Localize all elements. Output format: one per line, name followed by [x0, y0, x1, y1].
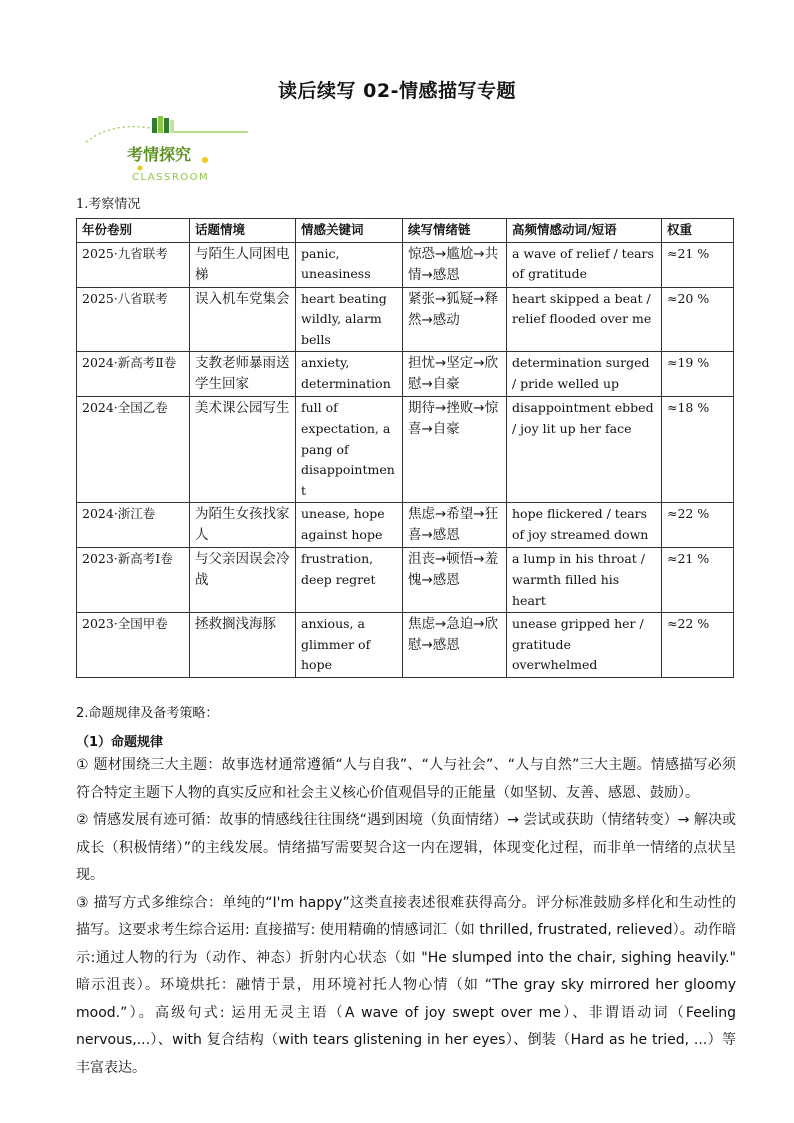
table-cell: heart skipped a beat / relief flooded over me [507, 287, 662, 352]
table-cell: 2023·全国甲卷 [77, 613, 190, 678]
table-cell: 与陌生人同困电梯 [190, 242, 296, 287]
table-cell: ≈21 % [662, 242, 734, 287]
table-cell: ≈18 % [662, 397, 734, 503]
rule-paragraph-1: ① 题材围绕三大主题：故事选材通常遵循“人与自我”、“人与社会”、“人与自然”三大主题。情感描写必须符合特定主题下人物的真实反应和社会主义核心价值观倡导的正能量（如坚韧、友善、感恩、鼓励）。 [76, 757, 736, 801]
header-cell: 续写情绪链 [403, 219, 507, 243]
table-cell: 拯救搁浅海豚 [190, 613, 296, 678]
rule-paragraph-3: ③ 描写方式多维综合：单纯的“I'm happy”这类直接表述很难获得高分。评分标准鼓励多样化和生动性的描写。这要求考生综合运用: 直接描写: 使用精确的情感词汇（如 thrilled, frustrated, relieved）。动作暗示:通过人物的行为（动作、神态）折射内心状态（如 "He slumped into the chair, sighing heavily." 暗示沮丧）。环境烘托：融情于景，用环境衬托人物心情（如 “The gray sky mirrored her gloomy mood.”）。高级句式: 运用无灵主语（A wave of joy swept over me）、非谓语动词（Feeling nervous,...）、with 复合结构（with tears glistening in her eyes）、倒装（Hard as he tried, ...）等丰富表达。 [76, 894, 736, 1076]
strategy-section [76, 702, 736, 1082]
logo-subtext: CLASSROOM [132, 172, 210, 183]
table-cell: 焦虑→急迫→欣慰→感恩 [403, 613, 507, 678]
table-cell: unease gripped her / gratitude overwhelmed [507, 613, 662, 678]
section-label: 1.考察情况 [76, 197, 141, 212]
table-cell: 紧张→狐疑→释然→感动 [403, 287, 507, 352]
table-cell: anxious, a glimmer of hope [296, 613, 403, 678]
table-cell: a lump in his throat / warmth filled his heart [507, 548, 662, 613]
table-header-row [77, 219, 734, 243]
table-cell: 期待→挫败→惊喜→自豪 [403, 397, 507, 503]
table-cell: anxiety, determination [296, 352, 403, 397]
table-cell: 2024·新高考Ⅱ卷 [77, 352, 190, 397]
table-cell: 支教老师暴雨送学生回家 [190, 352, 296, 397]
table-cell: 2024·全国乙卷 [77, 397, 190, 503]
section-heading: 2.命题规律及备考策略： [76, 706, 219, 721]
table-cell: 误入机车党集会 [190, 287, 296, 352]
logo-text: 考情探究 [127, 145, 192, 164]
table-cell: ≈22 % [662, 613, 734, 678]
table-row [77, 352, 734, 397]
table-cell: full of expectation, a pang of disappointment [296, 397, 403, 503]
table-cell: hope flickered / tears of joy streamed down [507, 503, 662, 548]
books-icon [152, 116, 174, 133]
table-cell: 美术课公园写生 [190, 397, 296, 503]
table-cell: heart beating wildly, alarm bells [296, 287, 403, 352]
table-cell: a wave of relief / tears of gratitude [507, 242, 662, 287]
header-cell: 年份卷别 [77, 219, 190, 243]
table-cell: 为陌生女孩找家人 [190, 503, 296, 548]
header-cell: 权重 [662, 219, 734, 243]
section-subheading: （1）命题规律 [76, 735, 164, 750]
table-row [77, 397, 734, 503]
table-cell: ≈21 % [662, 548, 734, 613]
page-title: 读后续写 02-情感描写专题 [278, 80, 516, 102]
table-row [77, 242, 734, 287]
table-cell: 惊恐→尴尬→共情→感恩 [403, 242, 507, 287]
table-cell: 沮丧→顿悟→羞愧→感恩 [403, 548, 507, 613]
table-cell: determination surged / pride welled up [507, 352, 662, 397]
table-cell: ≈20 % [662, 287, 734, 352]
rule-paragraph-2: ② 情感发展有迹可循：故事的情感线往往围绕“遇到困境（负面情绪）→ 尝试或获助（情绪转变）→ 解决或成长（积极情绪）”的主线发展。情绪描写需要契合这一内在逻辑，体现变化过程，而非单一情绪的点状呈现。 [76, 812, 736, 883]
table-row [77, 548, 734, 613]
header-cell: 高频情感动词/短语 [507, 219, 662, 243]
table-cell: 担忧→坚定→欣慰→自豪 [403, 352, 507, 397]
table-cell: 2024·浙江卷 [77, 503, 190, 548]
table-cell: 2023·新高考Ⅰ卷 [77, 548, 190, 613]
table-cell: frustration, deep regret [296, 548, 403, 613]
classroom-logo [82, 112, 252, 186]
table-cell: ≈22 % [662, 503, 734, 548]
table-row [77, 613, 734, 678]
table-cell: panic, uneasiness [296, 242, 403, 287]
table-cell: disappointment ebbed / joy lit up her face [507, 397, 662, 503]
exam-table [76, 218, 734, 678]
table-cell: unease, hope against hope [296, 503, 403, 548]
table-row [77, 503, 734, 548]
table-cell: 焦虑→希望→狂喜→感恩 [403, 503, 507, 548]
header-cell: 情感关键词 [296, 219, 403, 243]
header-cell: 话题情境 [190, 219, 296, 243]
table-row [77, 287, 734, 352]
table-cell: 2025·八省联考 [77, 287, 190, 352]
table-cell: 与父亲因误会冷战 [190, 548, 296, 613]
table-cell: ≈19 % [662, 352, 734, 397]
table-cell: 2025·九省联考 [77, 242, 190, 287]
